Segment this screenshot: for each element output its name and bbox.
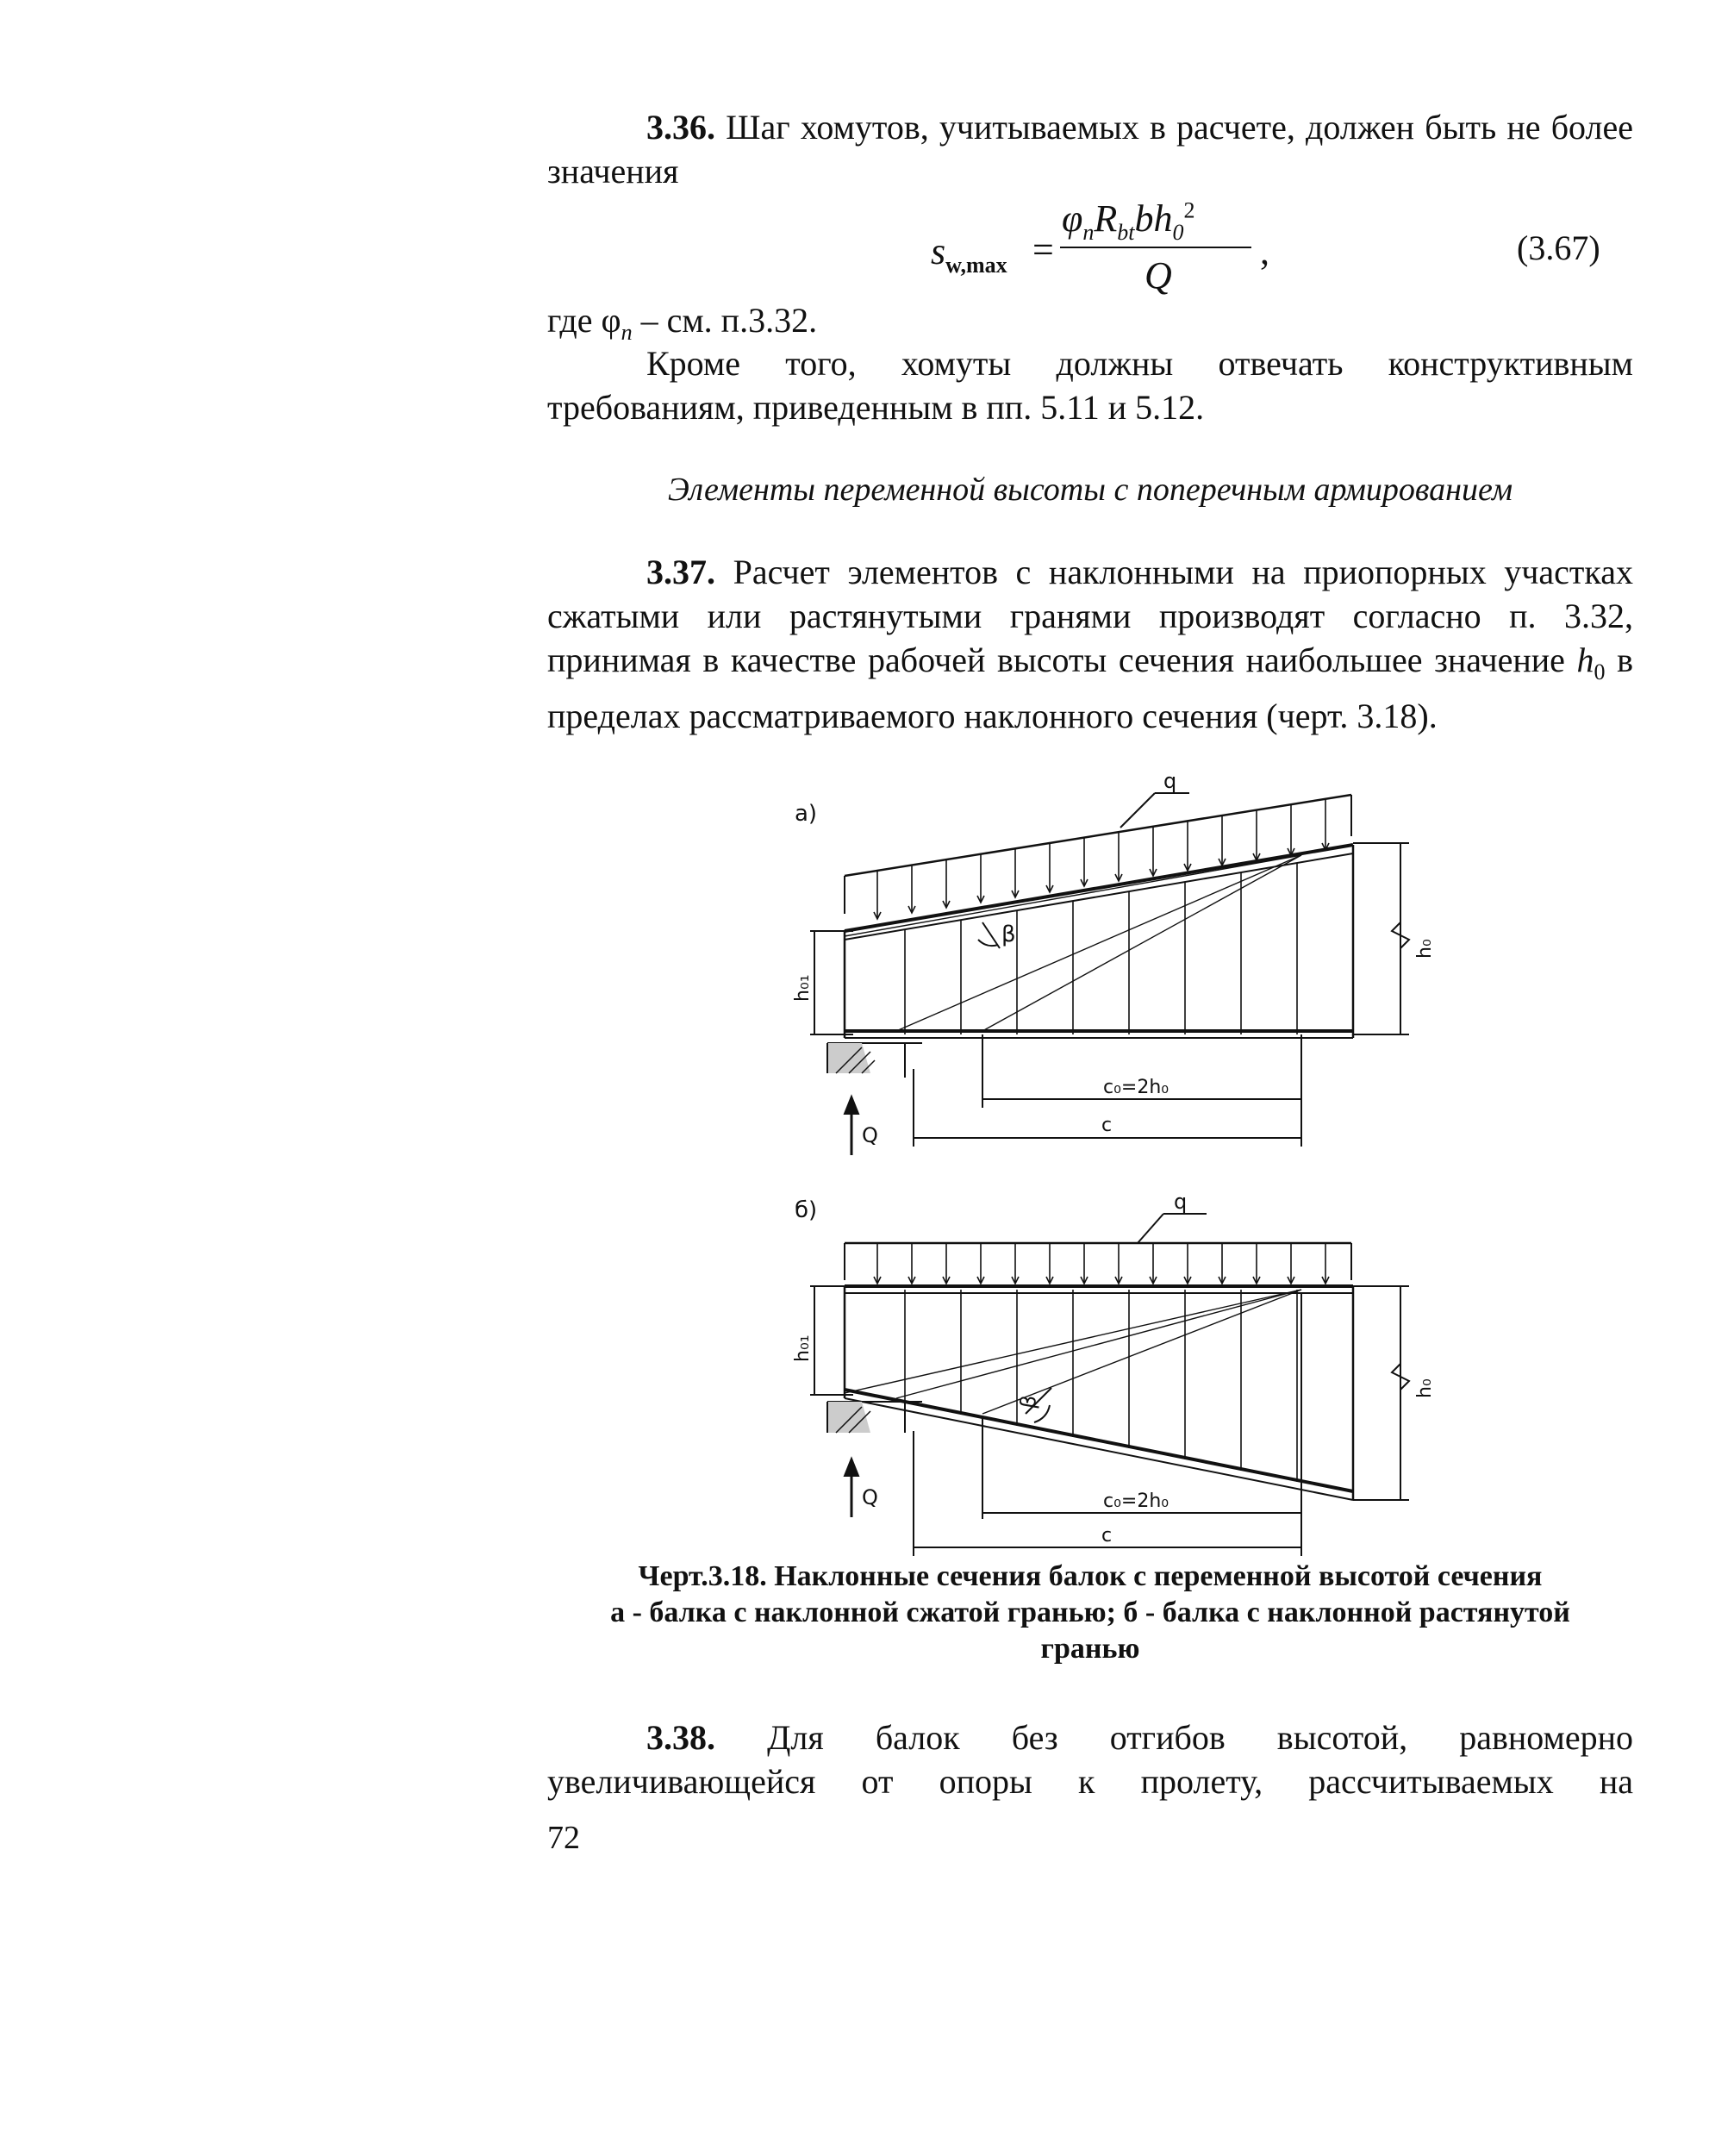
paragraph-3-36 bbox=[547, 105, 1633, 193]
caption-line-3: гранью bbox=[1040, 1633, 1140, 1665]
figure-3-18 bbox=[776, 769, 1436, 1552]
section-number: 3.36. bbox=[646, 108, 715, 147]
c-label-a: c bbox=[1101, 1115, 1113, 1136]
h01-label-b: h₀₁ bbox=[792, 1334, 814, 1362]
paragraph-text: Шаг хомутов, учитываемых в расчете, должен быть не более значения bbox=[547, 108, 1634, 191]
load-diagram-b bbox=[845, 1243, 1351, 1280]
label-a: а) bbox=[795, 801, 818, 827]
paragraph-3-38-line1: 3.38. Для балок без отгибов высотой, равномерно bbox=[646, 1718, 1633, 1757]
beam-a bbox=[845, 845, 1353, 1038]
page-number: 72 bbox=[547, 1820, 580, 1856]
formula-comma: , bbox=[1260, 230, 1269, 272]
support-b bbox=[827, 1402, 922, 1433]
Q-label-b: Q bbox=[862, 1485, 878, 1509]
caption-line-2: а - балка с наклонной сжатой гранью; б - балка с наклонной растянутой bbox=[610, 1597, 1570, 1628]
load-arrows-b bbox=[874, 1243, 1329, 1284]
fraction-bar bbox=[1060, 247, 1251, 248]
c0-label-a: c₀=2h₀ bbox=[1103, 1077, 1169, 1098]
h01-label-a: h₀₁ bbox=[792, 974, 814, 1002]
paragraph-3-37: 3.37. Расчет элементов с наклонными на приопорных участках сжатыми или растянутыми гранями производят согласно п. 3.32, принимая в качестве рабочей высоты сечения наибольшее значение $h_0$ в пределах рассматриваемого наклонного сечения (черт. 3.18). bbox=[547, 553, 1633, 735]
h0-label-b: h₀ bbox=[1414, 1378, 1436, 1398]
paragraph-3-38-line2: увеличивающейся от опоры к пролету, рассчитываемых на bbox=[547, 1762, 1633, 1801]
where-line: где $\varphi_n$ – см. п.3.32. bbox=[547, 301, 818, 345]
formula-numerator: $\varphi_nR_{bt}bh_0^2$ bbox=[1062, 197, 1195, 245]
caption-line-1: Черт.3.18. Наклонные сечения балок с переменной высотой сечения bbox=[638, 1560, 1543, 1592]
formula-3-67 bbox=[931, 197, 1276, 300]
Q-label-a: Q bbox=[862, 1123, 878, 1147]
section-heading: Элементы переменной высоты с поперечным армированием bbox=[667, 472, 1513, 508]
label-b: б) bbox=[795, 1197, 818, 1223]
beam-b bbox=[845, 1286, 1353, 1500]
c0-label-b: c₀=2h₀ bbox=[1103, 1490, 1169, 1512]
q-label-a: q bbox=[1163, 769, 1177, 793]
figure-caption bbox=[534, 1559, 1646, 1667]
formula-label: (3.67) bbox=[1517, 228, 1600, 267]
beta-b: β bbox=[1015, 1393, 1042, 1411]
formula-equals: = bbox=[1032, 228, 1054, 271]
h0-label-a: h₀ bbox=[1414, 939, 1436, 959]
formula-denominator: Q bbox=[1145, 254, 1172, 297]
stirrups-b bbox=[905, 1290, 1297, 1482]
formula-lhs-sub: w,max bbox=[945, 252, 1007, 278]
paragraph-3-36-extra: Кроме того, хомуты должны отвечать конструктивным требованиям, приведенным в пп. 5.11 и 5.12. bbox=[547, 344, 1633, 427]
beta-a: β bbox=[1001, 922, 1016, 947]
formula-lhs: s bbox=[931, 230, 946, 272]
q-label-b: q bbox=[1174, 1190, 1188, 1214]
support-a bbox=[827, 1043, 922, 1078]
c-label-b: c bbox=[1101, 1525, 1113, 1547]
